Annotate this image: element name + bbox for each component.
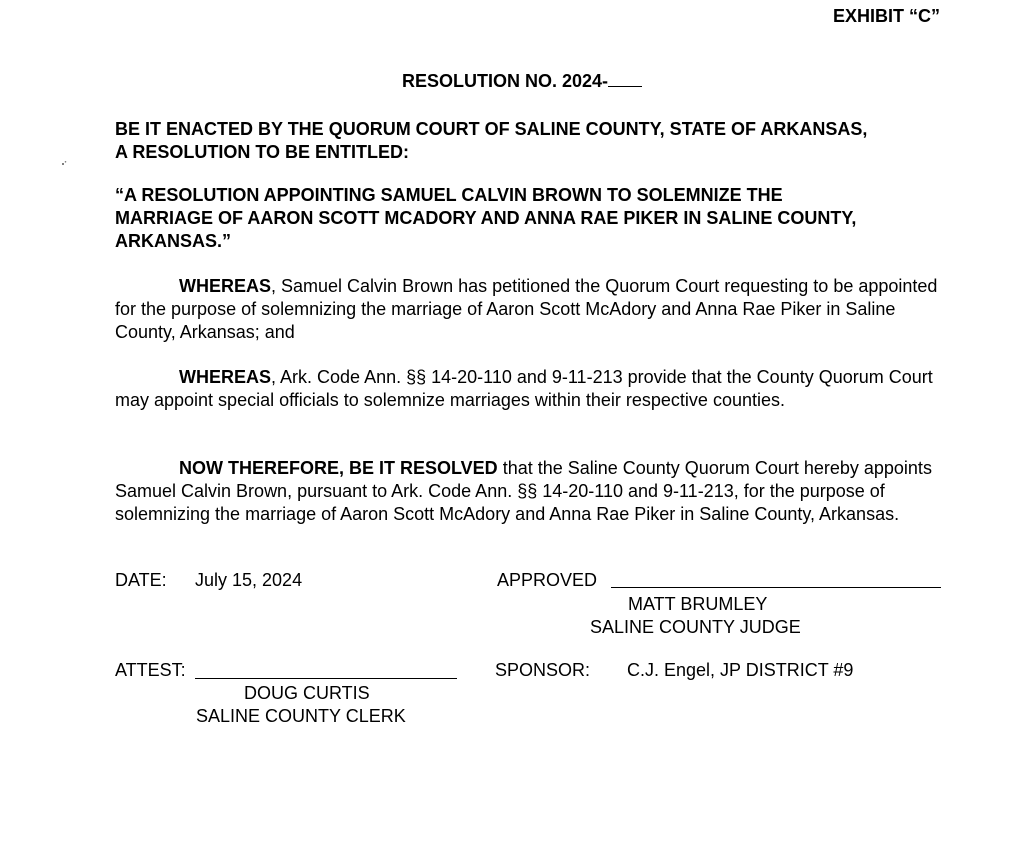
paragraph-text: , Ark. Code Ann. §§ 14-20-110 and 9-11-213 provide that the County Quorum Court may appoint special officials to solemnize marriages within their respective counties.	[115, 367, 933, 410]
clerk-title: SALINE COUNTY CLERK	[196, 706, 406, 726]
scan-speck	[61, 160, 67, 166]
paragraph-text: , Samuel Calvin Brown has petitioned the Quorum Court requesting to be appointed for the purpose of solemnizing the marriage of Aaron Scott McAdory and Anna Rae Piker in Saline County, Arkansas; and	[115, 276, 938, 342]
resolution-number-text: RESOLUTION NO. 2024-	[402, 71, 609, 91]
resolution-title	[115, 184, 856, 253]
whereas-paragraph-2	[115, 366, 945, 412]
sponsor-label: SPONSOR:	[495, 660, 591, 680]
enacting-line-2: A RESOLUTION TO BE ENTITLED:	[115, 142, 410, 162]
resolution-title-line-3: ARKANSAS.”	[115, 231, 232, 251]
paragraph-lead: WHEREAS	[179, 276, 272, 296]
resolved-paragraph	[115, 457, 945, 526]
date-value: July 15, 2024	[195, 570, 303, 590]
enacting-line-1: BE IT ENACTED BY THE QUORUM COURT OF SALINE COUNTY, STATE OF ARKANSAS,	[115, 119, 868, 139]
date-label: DATE:	[115, 570, 167, 590]
paragraph-lead: NOW THEREFORE, BE IT RESOLVED	[179, 458, 498, 478]
clerk-name: DOUG CURTIS	[244, 683, 370, 703]
approved-label: APPROVED	[497, 570, 598, 590]
exhibit-label: EXHIBIT “C”	[833, 6, 941, 26]
whereas-paragraph-1	[115, 275, 945, 344]
judge-name: MATT BRUMLEY	[628, 594, 768, 614]
judge-title: SALINE COUNTY JUDGE	[590, 617, 801, 637]
enacting-clause	[115, 118, 867, 164]
paragraph-text: that the Saline County Quorum Court hereby appoints Samuel Calvin Brown, pursuant to Ark. Code Ann. §§ 14-20-110 and 9-11-213, for the purpose of solemnizing the marriage of Aaron Scott McAdory and Anna Rae Piker in Saline County, Arkansas.	[115, 458, 932, 524]
attest-label: ATTEST:	[115, 660, 186, 680]
resolution-title-line-1: “A RESOLUTION APPOINTING SAMUEL CALVIN BROWN TO SOLEMNIZE THE	[115, 185, 783, 205]
sponsor-value: C.J. Engel, JP DISTRICT #9	[627, 660, 854, 680]
resolution-number-blank	[608, 72, 642, 87]
paragraph-lead: WHEREAS	[179, 367, 272, 387]
approved-signature-line	[611, 587, 941, 588]
resolution-title-line-2: MARRIAGE OF AARON SCOTT MCADORY AND ANNA RAE PIKER IN SALINE COUNTY,	[115, 208, 857, 228]
resolution-number	[402, 71, 642, 92]
attest-signature-line	[195, 678, 457, 679]
